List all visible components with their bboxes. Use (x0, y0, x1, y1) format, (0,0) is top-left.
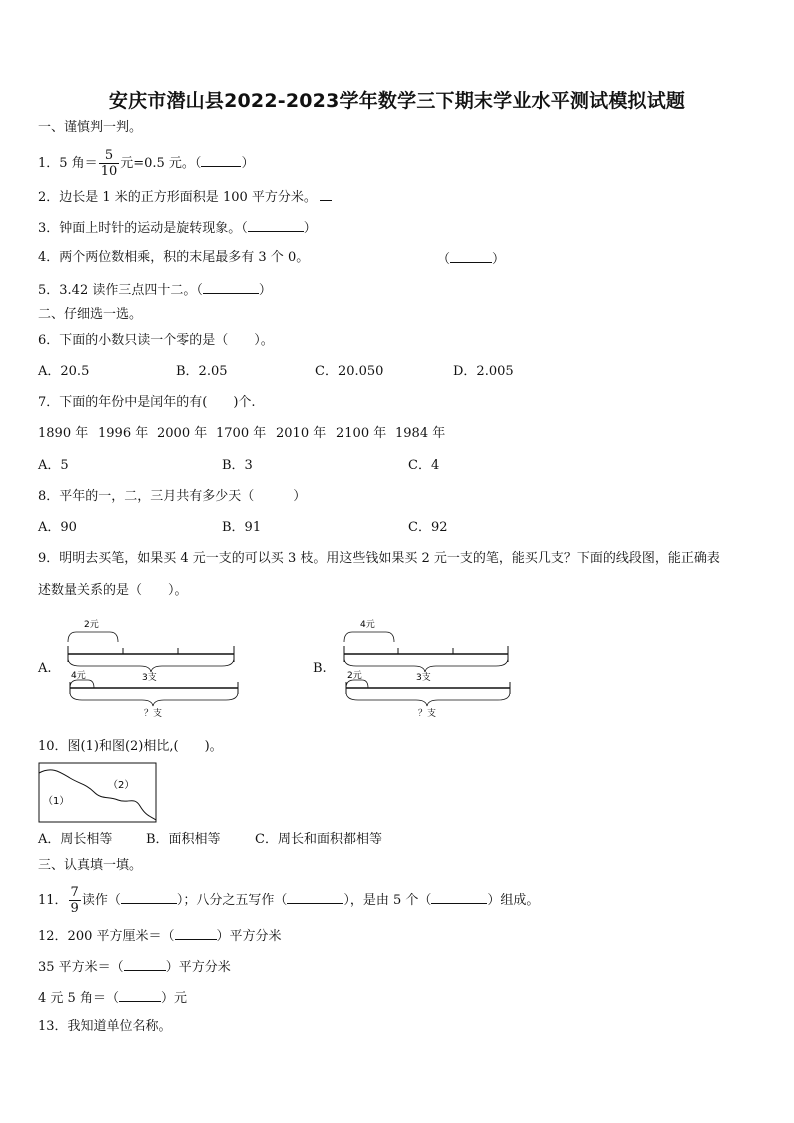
page-title: 安庆市潜山县2022-2023学年数学三下期末学业水平测试模拟试题 (108, 90, 686, 112)
q9b-bottom-brace (346, 692, 510, 706)
q9b-small-brace (346, 680, 368, 688)
q10-option-a[interactable]: A．周长相等 (38, 832, 113, 847)
q9a-bottom-label: ？支 (144, 709, 163, 719)
q10-option-c[interactable]: C．周长和面积都相等 (255, 832, 382, 847)
q8-option-b[interactable]: B．91 (222, 520, 262, 535)
q6-option-c[interactable]: C．20.050 (315, 364, 384, 379)
q4-text: 4．两个两位数相乘，积的末尾最多有 3 个 0。 (38, 250, 310, 265)
q11-answer-blank-2[interactable] (287, 890, 343, 904)
question-7: 7．下面的年份中是闰年的有( )个. (38, 395, 256, 410)
q12-text: 12．200 平方厘米＝（ (38, 929, 175, 944)
question-12b (38, 957, 231, 977)
section-heading-2: 二、仔细选一选。 (38, 307, 143, 322)
q7-option-b[interactable]: B．3 (222, 458, 253, 473)
q7-year: 1890 年 (38, 426, 89, 441)
q1-numerator: 5 (99, 148, 120, 164)
q12-answer-blank[interactable] (175, 926, 217, 940)
q9b-top-brace (344, 632, 394, 642)
question-6: 6．下面的小数只读一个零的是（ ）。 (38, 333, 274, 348)
q9b-bottom-label: ？支 (418, 709, 437, 719)
q6-option-a[interactable]: A．20.5 (38, 364, 90, 379)
q11-mid1: ）；八分之五写作（ (176, 893, 288, 908)
q12b-text: 35 平方米＝（ (38, 960, 124, 975)
q12b-answer-blank[interactable] (124, 957, 166, 971)
q4-close: ） (492, 252, 506, 267)
section-heading-3: 三、认真填一填。 (38, 858, 143, 873)
q9-option-b-label[interactable]: B. (313, 661, 327, 676)
q4-open: （ (437, 252, 451, 267)
q10-rectangle (39, 763, 156, 822)
q12-end: ）平方分米 (216, 929, 282, 944)
q11-read: 读作（ (81, 893, 121, 908)
question-12c (38, 988, 187, 1008)
q9-option-a-label[interactable]: A. (38, 661, 52, 676)
q11-end: ）组成。 (487, 893, 540, 908)
q1-close: ） (241, 156, 255, 171)
q11-denominator: 9 (70, 901, 79, 916)
q5-answer-blank[interactable] (203, 280, 259, 294)
q10-figure (38, 762, 158, 824)
q12c-end: ）元 (160, 991, 187, 1006)
question-1 (38, 148, 254, 179)
q10-curve (39, 770, 156, 820)
q3-close: ） (303, 221, 317, 236)
question-9-line-1: 9．明明去买笔，如果买 4 元一支的可以买 3 枝。用这些钱如果买 2 元一支的笔，能买几支？下面的线段图，能正确表 (38, 551, 720, 566)
question-13: 13．我知道单位名称。 (38, 1019, 172, 1034)
q12b-end: ）平方分米 (165, 960, 231, 975)
q1-suffix: 元=0.5 元。（ (120, 156, 202, 171)
q7-year: 2010 年 (276, 426, 327, 441)
q7-year: 1996 年 (98, 426, 149, 441)
q12c-text: 4 元 5 角＝（ (38, 991, 119, 1006)
q9a-top-label: 2元 (84, 620, 99, 630)
q1-prefix: 1．5 角＝ (38, 156, 98, 171)
q9b-mid-label: 2元 (347, 671, 362, 681)
q1-answer-blank[interactable] (201, 153, 241, 167)
q6-option-b[interactable]: B．2.05 (176, 364, 228, 379)
q7-year: 2000 年 (157, 426, 208, 441)
q4-answer (437, 249, 505, 269)
q9a-bottom-brace (70, 692, 238, 706)
question-4 (38, 249, 309, 267)
question-8: 8．平年的一，二，三月共有多少天（ ） (38, 489, 307, 504)
q9a-mid-brace (68, 658, 234, 672)
question-9-line-2: 述数量关系的是（ ）。 (38, 583, 188, 598)
q9b-top-label: 4元 (360, 620, 375, 630)
q7-year: 2100 年 (336, 426, 387, 441)
q3-text: 3．钟面上时针的运动是旋转现象。（ (38, 221, 248, 236)
q10-fig2-label: （2） (108, 780, 135, 791)
q7-year: 1700 年 (216, 426, 267, 441)
q11-fraction (69, 885, 81, 916)
q9a-count-label: 3支 (142, 673, 157, 683)
q5-text: 5．3.42 读作三点四十二。（ (38, 283, 203, 298)
q9b-count-label: 3支 (416, 673, 431, 683)
question-2 (38, 187, 332, 207)
question-11 (38, 885, 539, 916)
q9-option-a-diagram[interactable] (60, 612, 245, 724)
q8-option-a[interactable]: A．90 (38, 520, 77, 535)
q11-mid2: ），是由 5 个（ (343, 893, 432, 908)
q7-year: 1984 年 (395, 426, 446, 441)
question-3 (38, 218, 317, 238)
q7-option-c[interactable]: C．4 (408, 458, 440, 473)
q6-option-d[interactable]: D．2.005 (453, 364, 514, 379)
question-12 (38, 926, 282, 946)
q9a-mid-label: 4元 (71, 671, 86, 681)
q2-answer-blank[interactable] (320, 187, 332, 201)
q7-option-a[interactable]: A．5 (38, 458, 69, 473)
q2-text: 2．边长是 1 米的正方形面积是 100 平方分米。 (38, 190, 317, 205)
q9a-top-brace (68, 632, 118, 642)
q10-fig1-label: （1） (43, 796, 70, 807)
q9-option-b-diagram[interactable] (336, 612, 521, 724)
q1-denominator: 10 (100, 164, 118, 179)
q10-option-b[interactable]: B．面积相等 (146, 832, 221, 847)
question-5 (38, 280, 272, 300)
q11-answer-blank-1[interactable] (121, 890, 177, 904)
question-10: 10．图(1)和图(2)相比,( )。 (38, 739, 223, 754)
q1-fraction (99, 148, 120, 179)
q8-option-c[interactable]: C．92 (408, 520, 448, 535)
section-heading-1: 一、谨慎判一判。 (38, 120, 143, 135)
q9a-small-brace (70, 680, 94, 688)
q3-answer-blank[interactable] (248, 218, 304, 232)
q11-numerator: 7 (70, 885, 79, 900)
q4-answer-blank[interactable] (450, 249, 492, 263)
q9b-mid-brace (344, 658, 508, 672)
q12c-answer-blank[interactable] (119, 988, 161, 1002)
q11-prefix: 11． (38, 893, 68, 908)
q11-answer-blank-3[interactable] (431, 890, 487, 904)
q5-close: ） (258, 283, 272, 298)
